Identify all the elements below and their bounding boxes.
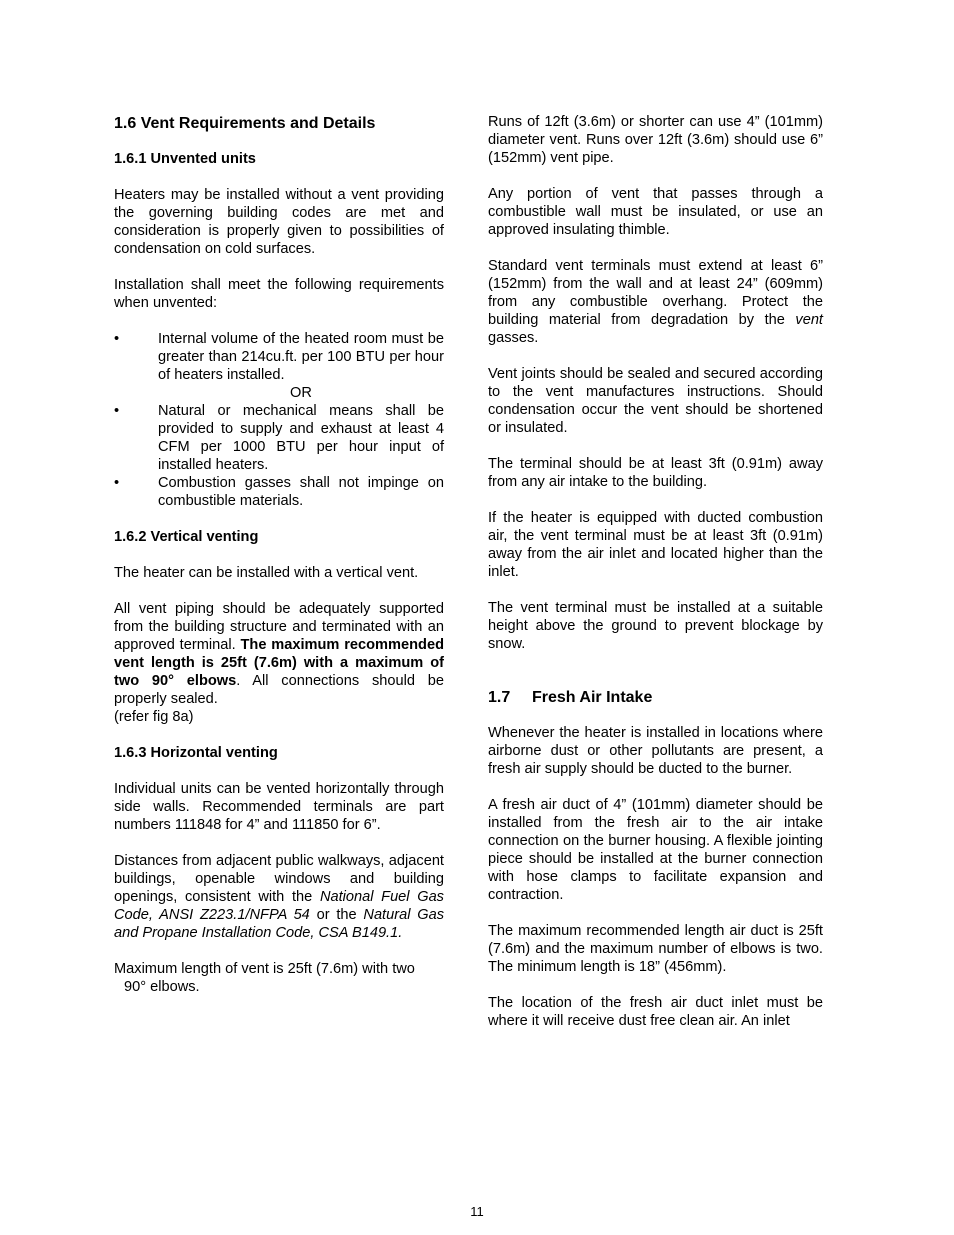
paragraph: Heaters may be installed without a vent providing the governing building codes are met and consideration is properly given to possibilities of condensation on cold surfaces. [114,187,444,257]
italic-text: Natural Gas and Propane Installation Code, CSA B149.1. [114,907,444,941]
paragraph: Runs of 12ft (3.6m) or shorter can use 4” (101mm) diameter vent. Runs over 12ft (3.6m) should use 6” (152mm) vent pipe. [488,114,823,166]
italic-text: National Fuel Gas Code, ANSI Z223.1/NFPA 54 [114,889,444,923]
section-heading-1-6: 1.6 Vent Requirements and Details [114,115,376,132]
paragraph: Whenever the heater is installed in locations where airborne dust or other pollutants are present, a fresh air supply should be ducted to the burner. [488,725,823,777]
paragraph: Maximum length of vent is 25ft (7.6m) with two [114,961,415,977]
section-title: Fresh Air Intake [532,689,653,706]
paragraph: Any portion of vent that passes through a combustible wall must be insulated, or use an approved insulating thimble. [488,186,823,238]
paragraph: The maximum recommended length air duct is 25ft (7.6m) and the maximum number of elbows is two. The minimum length is 18” (456mm). [488,923,823,975]
text-run: . All connections should be properly sealed. [114,673,444,707]
paragraph [488,257,823,347]
paragraph: The location of the fresh air duct inlet must be where it will receive dust free clean air. An inlet [488,995,823,1029]
bullet-icon: • [114,403,120,419]
bullet-text: Internal volume of the heated room must be greater than 214cu.ft. per 100 BTU per hour of heaters installed. [158,331,444,383]
figure-reference: (refer fig 8a) [114,709,194,725]
paragraph-continuation: 90° elbows. [124,979,200,995]
subheading-horizontal: 1.6.3 Horizontal venting [114,745,278,761]
text-run: Distances from adjacent public walkways, adjacent buildings, openable windows and building openings, consistent with the [114,853,444,905]
subheading-vertical: 1.6.2 Vertical venting [114,529,259,545]
text-run: gasses. [488,330,539,346]
paragraph: Individual units can be vented horizontally through side walls. Recommended terminals are part numbers 111848 for 4” and 111850 for 6”. [114,781,444,833]
bullet-text: Combustion gasses shall not impinge on combustible materials. [158,475,444,509]
paragraph: The heater can be installed with a vertical vent. [114,565,419,581]
paragraph [114,852,444,942]
right-column [488,113,823,1048]
text-run: or the [309,907,364,923]
section-heading-1-7 [488,689,823,707]
page-number: 11 [470,1204,484,1219]
or-separator: OR [290,385,312,401]
paragraph: A fresh air duct of 4” (101mm) diameter should be installed from the fresh air to the air intake connection on the burner housing. A flexible jointing piece should be installed at the burner connection with hose clamps to facilitate expansion and contraction. [488,797,823,903]
bold-text: The maximum recommended vent length is 25ft (7.6m) with a maximum of two 90° elbows [114,637,444,689]
paragraph: The vent terminal must be installed at a suitable height above the ground to prevent blockage by snow. [488,600,823,652]
paragraph [114,600,444,708]
paragraph: If the heater is equipped with ducted combustion air, the vent terminal must be at least 3ft (0.91m) away from the air inlet and located higher than the inlet. [488,510,823,580]
text-run: All vent piping should be adequately supported from the building structure and terminated with an approved terminal. [114,601,444,653]
bullet-icon: • [114,331,120,347]
left-column [114,112,444,1014]
bullet-item [114,474,444,510]
bullet-text: Natural or mechanical means shall be provided to supply and exhaust at least 4 CFM per 1000 BTU per hour input of installed heaters. [158,403,444,473]
paragraph: Vent joints should be sealed and secured according to the vent manufactures instructions. Should condensation occur the vent should be shortened or insulated. [488,366,823,436]
subheading-unvented: 1.6.1 Unvented units [114,151,256,167]
bullet-item [114,330,444,384]
section-number: 1.7 [488,689,511,706]
paragraph: The terminal should be at least 3ft (0.91m) away from any air intake to the building. [488,456,823,490]
italic-text: vent [795,312,823,328]
bullet-item [114,402,444,474]
text-run: Standard vent terminals must extend at least 6” (152mm) from the wall and at least 24” (609mm) from any combustible overhang. Protect the building material from degradation by the [488,258,823,328]
paragraph: Installation shall meet the following requirements when unvented: [114,277,444,311]
bullet-icon: • [114,475,120,491]
